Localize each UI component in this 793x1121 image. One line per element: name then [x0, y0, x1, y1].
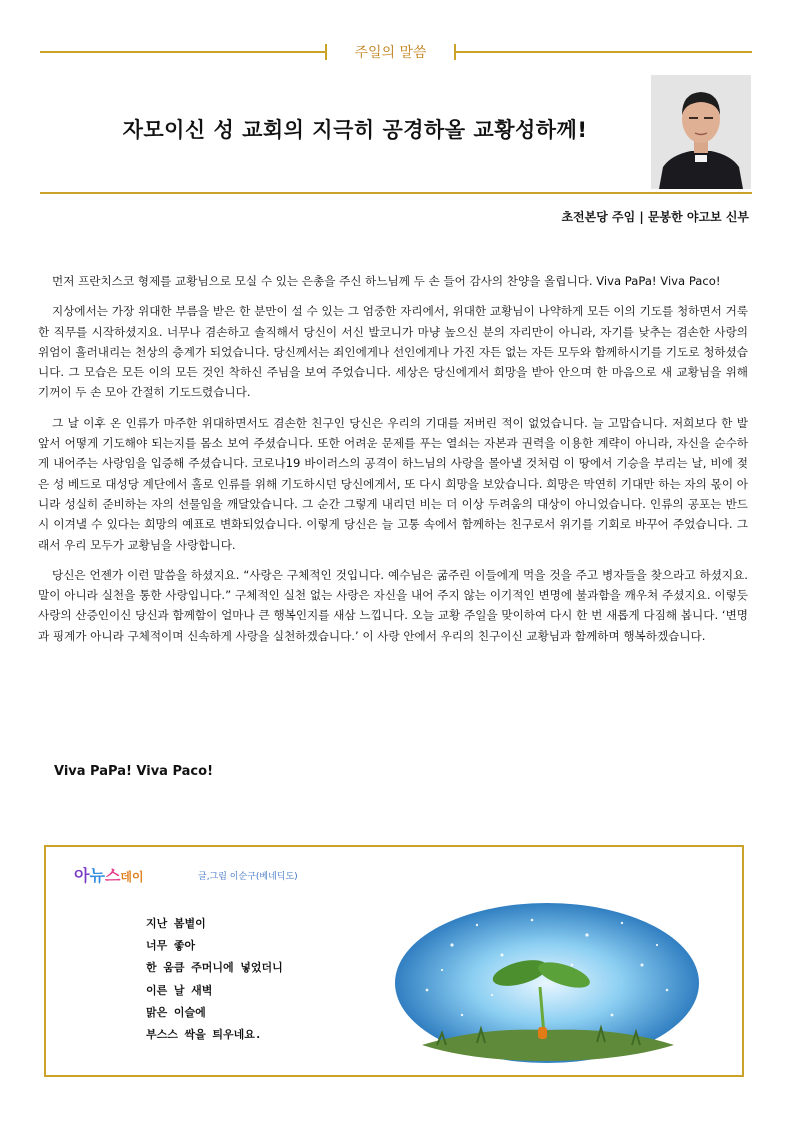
paragraph: 당신은 언젠가 이런 말씀을 하셨지요. “사랑은 구체적인 것입니다. 예수님은 굶주린 이들에게 먹을 것을 주고 병자들을 찾으라고 하셨지요. 말이 아니라 실천을 통한 사랑입니다.” 구체적인 실천 없는 사랑은 자신을 내어 주지 않는 이기적인 변명에 불과함을 깨우쳐 주셨지요. 이렇듯 사랑의 산증인이신 당신과 함께함이 얼마나 큰 행복인지를 새삼 느낍니다. 오늘 교황 주일을 맞이하여 다시 한 번 새롭게 다짐해 봅니다. ‘변명과 핑계가 아니라 구체적이며 신속하게 사랑을 실천하겠습니다.’ 이 사랑 안에서 우리의 친구이신 교황님과 함께하며 행복하겠습니다. [38, 567, 748, 643]
poem-line: 부스스 싹을 틔우네요. [146, 1028, 262, 1042]
header-rule-left [40, 51, 325, 53]
poem-line: 너무 좋아 [146, 939, 196, 953]
poem-line: 맑은 이슬에 [146, 1005, 206, 1019]
page-title: 자모이신 성 교회의 지극히 공경하올 교황성하께! [122, 118, 588, 142]
cartoon-box [44, 845, 744, 1077]
brand-char-a: 아 [74, 866, 90, 885]
sprout-illustration-icon [382, 895, 708, 1065]
cartoon-brand [74, 863, 144, 886]
title-rule [40, 192, 752, 194]
poem-line: 한 움큼 주머니에 넣었더니 [146, 961, 283, 975]
article-body [38, 271, 748, 656]
closing-line: Viva PaPa! Viva Paco! [54, 764, 213, 779]
priest-photo [651, 75, 751, 189]
header-rule-right [456, 51, 752, 53]
brand-char-b: 뉴 [89, 866, 105, 885]
poem-line: 지난 봄볕이 [146, 917, 206, 930]
poem-line: 이른 날 새벽 [146, 983, 213, 997]
paragraph: 그 날 이후 온 인류가 마주한 위대하면서도 겸손한 친구인 당신은 우리의 기대를 저버린 적이 없었습니다. 늘 고맙습니다. 저희보다 한 발 앞서 어떻게 기도해야 되는지를 몸소 보여 주셨습니다. 또한 어려운 문제를 푸는 열쇠는 자본과 권력을 이용한 계략이 아니라, 자신을 순수하게 내어주는 사랑임을 입증해 주셨습니다. 코로나19 바이러스의 공격이 하느님의 사랑을 몰아낼 것처럼 이 땅에서 기승을 부리는 날, 비에 젖은 성 베드로 대성당 계단에서 홀로 인류를 위해 기도하시던 당신에게서, 또 다시 희망을 보았습니다. 희망은 막연히 기대만 하는 자의 몫이 아니라 성실히 준비하는 자의 선물임을 깨달았습니다. 그 순간 그렇게 내리던 비는 더 이상 두려움의 대상이 아니었습니다. 인류의 공포는 반드시 이겨낼 수 있다는 희망의 예표로 변화되었습니다. 이렇게 당신은 늘 고통 속에서 함께하는 친구로서 위기를 기회로 바꾸어 주었습니다. 그래서 우리 모두가 교황님을 사랑합니다. [38, 415, 748, 552]
author-byline: 초전본당 주임 | 문봉한 야고보 신부 [561, 210, 749, 224]
section-label: 주일의 말씀 [354, 45, 427, 61]
cartoon-credit: 글,그림 이순구(베네딕도) [198, 872, 298, 882]
priest-portrait-icon [651, 75, 751, 189]
poem [146, 913, 283, 1046]
brand-char-c: 스 [104, 866, 121, 885]
brand-char-d: 데이 [120, 870, 144, 884]
paragraph: 지상에서는 가장 위대한 부름을 받은 한 분만이 설 수 있는 그 엄중한 자리에서, 위대한 교황님이 나약하게 모든 이의 기도를 청하면서 거룩한 직무를 시작하셨지요. 너무나 겸손하고 솔직해서 당신이 서신 발코니가 마냥 높으신 분의 자리만이 아니라, 자기를 낮추는 겸손한 사랑의 위엄이 흘러내리는 천상의 층계가 되었습니다. 당신께서는 죄인에게나 선인에게나 가진 자든 없는 자든 모두와 함께하시기를 기도로 청하셨습니다. 그 모습은 모든 이의 모든 것인 착하신 주님을 보여 주었습니다. 세상은 당신에게서 희망을 받아 안으며 한 마음으로 새 교황님을 위해 기꺼이 두 손 모아 간절히 기도드렸습니다. [38, 304, 748, 400]
paragraph: 먼저 프란치스코 형제를 교황님으로 모실 수 있는 은총을 주신 하느님께 두 손 들어 감사의 찬양을 올립니다. Viva PaPa! Viva Paco! [52, 274, 721, 288]
